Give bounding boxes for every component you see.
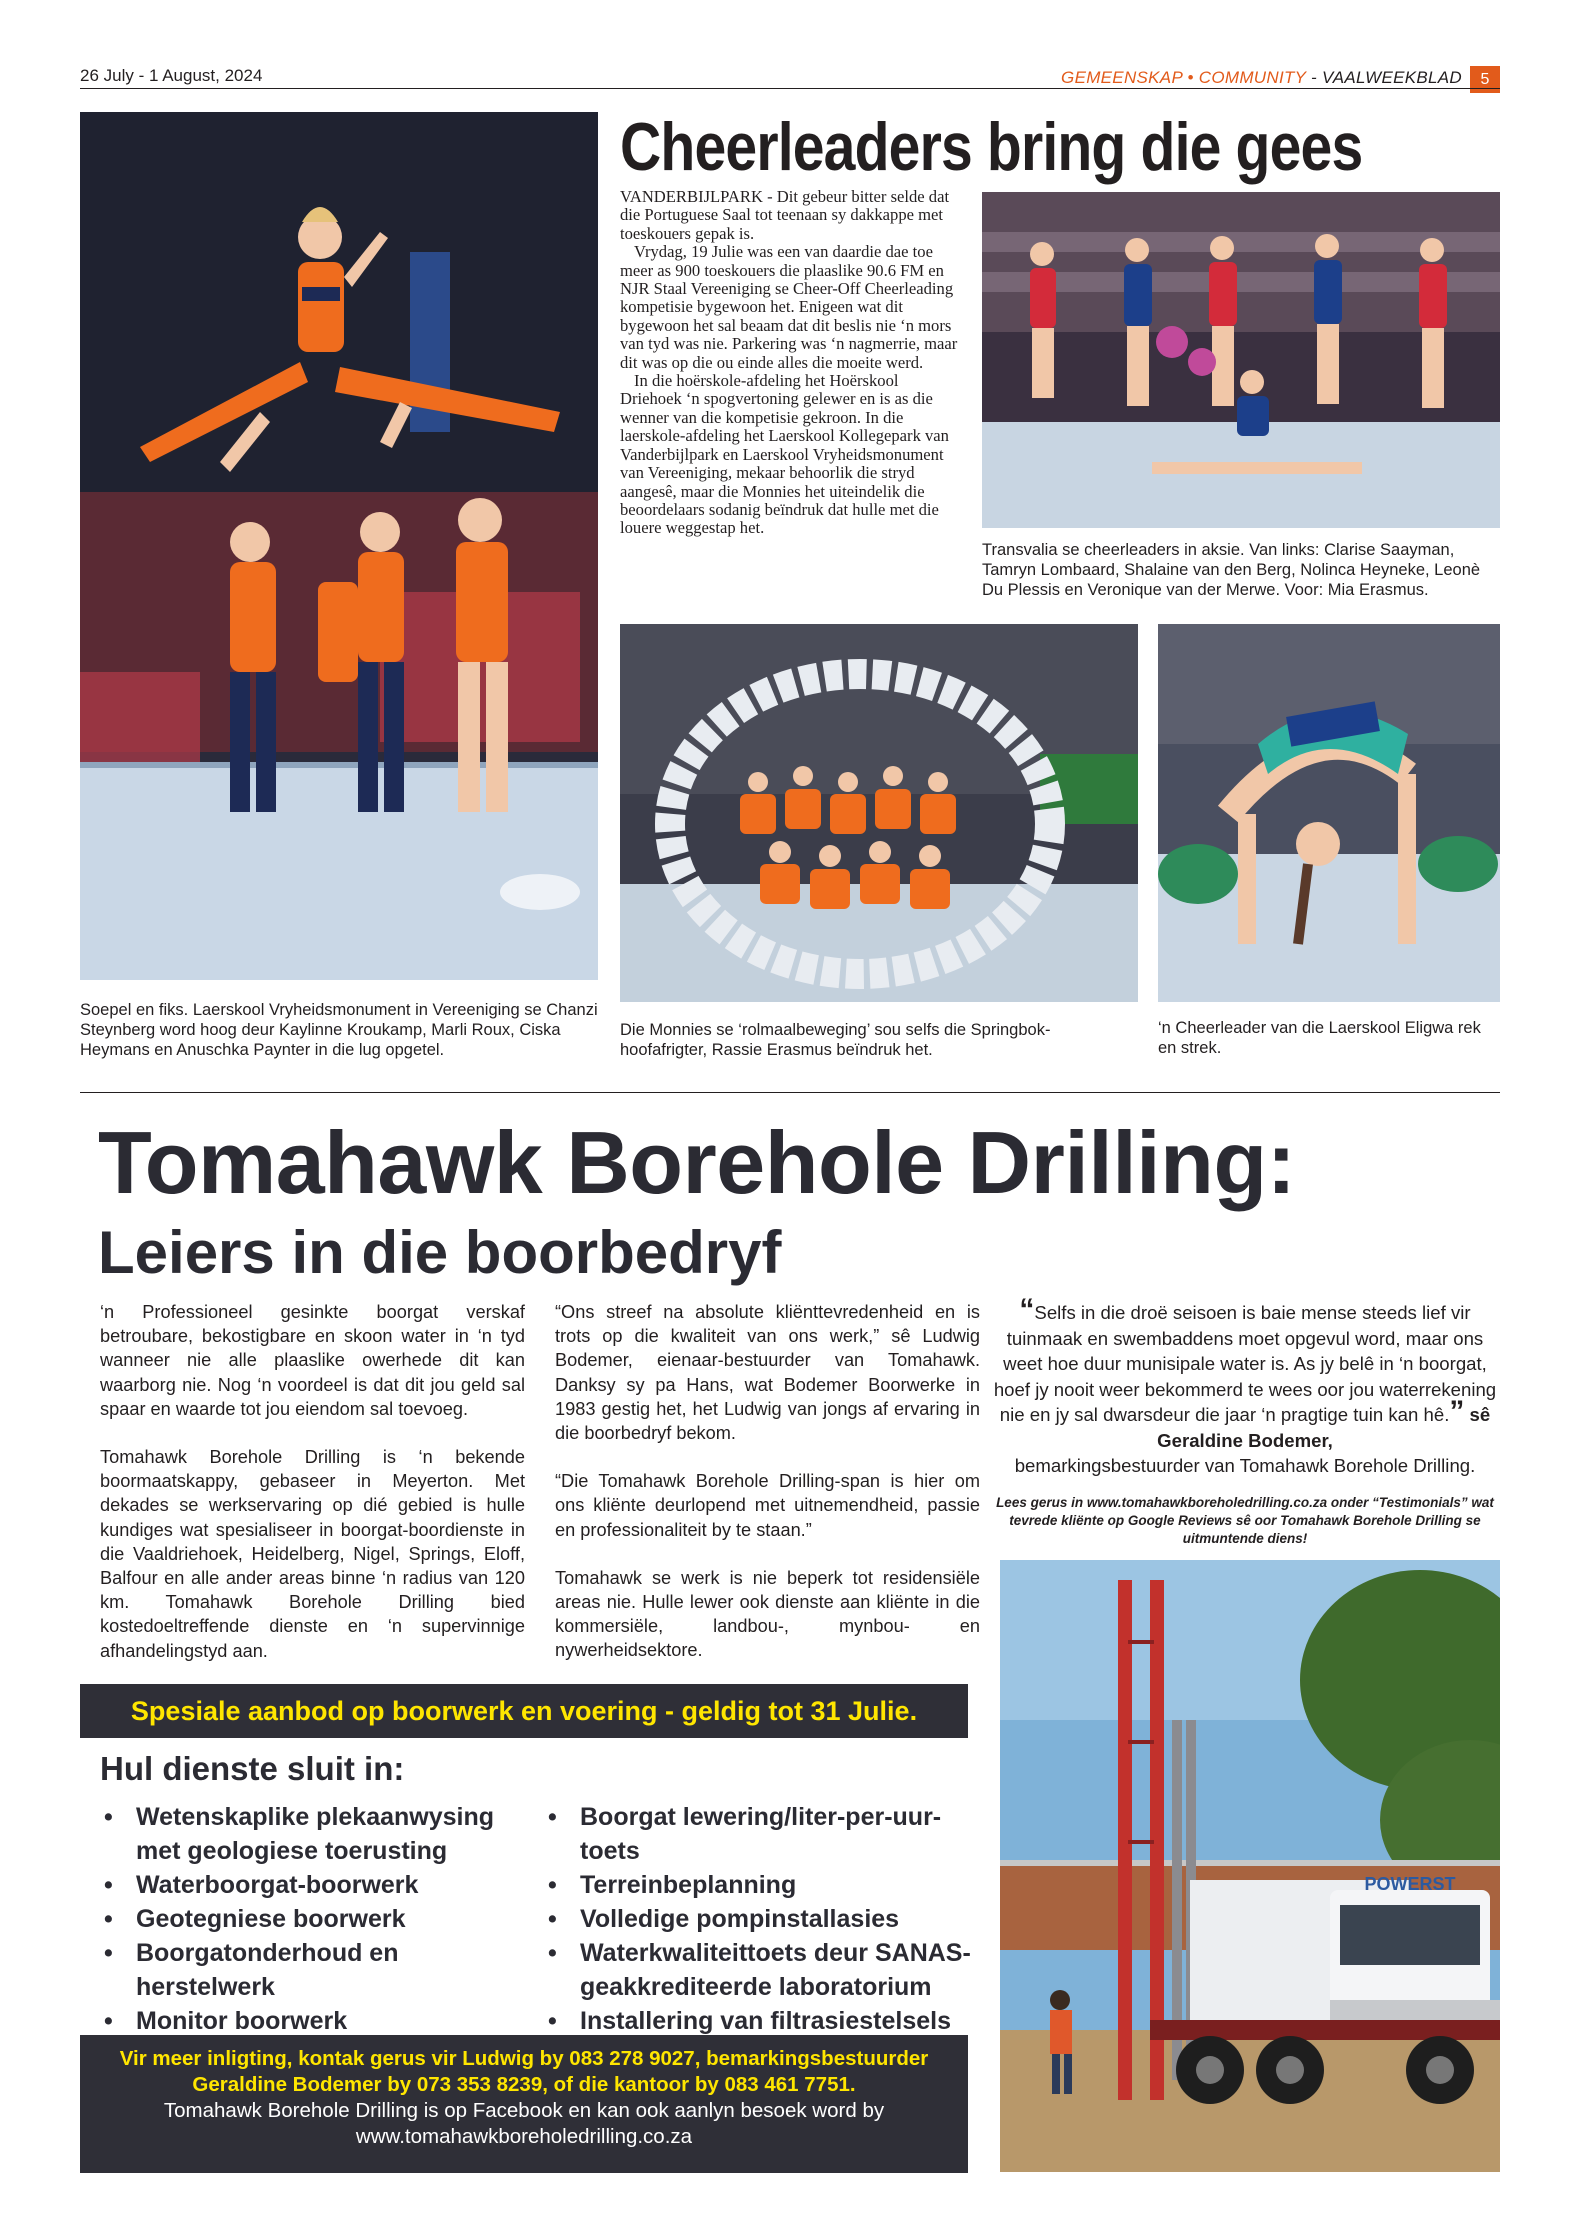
service-item: • Waterkwaliteittoets deur SANAS-geakkrediteerde laboratorium xyxy=(544,1936,988,2004)
testimonial-quote xyxy=(990,1293,1500,1479)
article-body xyxy=(620,188,962,538)
page-number: 5 xyxy=(1470,66,1500,93)
photo-eligwa xyxy=(1158,624,1500,1002)
quote-role: bemarkingsbestuurder van Tomahawk Borehole Drilling. xyxy=(1014,1455,1476,1476)
service-item: • Waterboorgat-boorwerk xyxy=(100,1868,520,1902)
service-item: • Volledige pompinstallasies xyxy=(544,1902,988,1936)
contact-panel xyxy=(80,2035,968,2173)
article-headline: Cheerleaders bring die gees xyxy=(620,109,1363,185)
issue-date: 26 July - 1 August, 2024 xyxy=(80,66,263,85)
ad-subtitle: Leiers in die boorbedryf xyxy=(98,1219,782,1286)
article-paragraph: Vrydag, 19 Julie was een van daardie dae toe meer as 900 toeskouers die plaaslike 90.6 FM en NJR Staal Vereeniging se Cheer-Off Cheerleading kompetisie bygewoon het. Enigeen wat dit bygewoon het sal beaam dat dit beslis nie ‘n mors van tyd was nie. Parkering was ‘n nagmerrie, maar dit was op die ou einde alles die moeite werd. xyxy=(620,242,958,372)
service-item: • Boorgatonderhoud en herstelwerk xyxy=(100,1936,520,2004)
section-divider xyxy=(80,1092,1500,1093)
ad-column-2 xyxy=(555,1300,980,1687)
service-item: • Geotegniese boorwerk xyxy=(100,1902,520,1936)
close-quote-icon: ” xyxy=(1449,1395,1465,1428)
header-rule xyxy=(80,88,1500,89)
service-item: • Wetenskaplike plekaanwysing met geologiese toerusting xyxy=(100,1800,520,1868)
caption-monnies: Die Monnies se ‘rolmaalbeweging’ sou selfs die Springbok-hoofafrigter, Rassie Erasmus beïndruk het. xyxy=(620,1021,1051,1059)
article-paragraph: In die hoërskole-afdeling het Hoërskool Driehoek ‘n spogvertoning gelewer en is as die wenner van die kompetisie gekroon. In die laerskole-afdeling het Laerskool Kollegepark van Vanderbijlpark en Laerskool Vryheidsmonument van Vereeniging, mekaar behoorlik die stryd aangesê, maar die Monnies het uiteindelik die beoordelaars sodanig beïndruk dat hulle met die louere weggestap het. xyxy=(620,371,949,538)
article-paragraph: VANDERBIJLPARK - Dit gebeur bitter selde dat die Portuguese Saal tot teenaan sy dakkappe met toeskouers gepak is. xyxy=(620,187,950,243)
services-list-left xyxy=(100,1800,520,2038)
section-a: GEMEENSKAP xyxy=(1061,68,1183,87)
services-list-right xyxy=(544,1800,988,2038)
ad-title: Tomahawk Borehole Drilling: xyxy=(98,1113,1296,1212)
photo-pyramid xyxy=(80,112,598,980)
quote-attribution: sê Geraldine Bodemer, xyxy=(1157,1404,1491,1451)
contact-details: Vir meer inligting, kontak gerus vir Ludwig by 083 278 9027, bemarkingsbestuurder Geraldine Bodemer by 073 353 8239, of die kantoor by 083 461 7751. xyxy=(119,2047,929,2096)
ad-paragraph: Tomahawk Borehole Drilling is ‘n bekende boormaatskappy, gebaseer in Meyerton. Met dekades se werkservaring op dié gebied is hulle kundiges wat spesialiseer in boorgat-boordienste in die Vaaldriehoek, Heidelberg, Nigel, Springs, Eloff, Balfour en alle ander areas binne ‘n radius van 120 km. Tomahawk Borehole Drilling bied kostedoeltreffende dienste en ‘n supervinnige afhandelingstyd aan. xyxy=(100,1447,525,1661)
ad-paragraph: “Ons streef na absolute kliënttevredenheid en is trots op die kwaliteit van ons werk,” sê Ludwig Bodemer, eienaar-bestuurder van Tomahawk. Danksy sy pa Hans, wat Bodemer Boorwerke in 1983 gestig het, het Ludwig van jongs af ervaring in die boorbedryf bekom. xyxy=(555,1302,980,1444)
photo-monnies xyxy=(620,624,1138,1002)
section-label: GEMEENSKAP • COMMUNITY - VAALWEEKBLAD xyxy=(1061,68,1462,87)
truck-lettering: POWERST xyxy=(1364,1874,1456,1894)
service-item: • Monitor boorwerk xyxy=(100,2004,520,2038)
photo-drilling-rig xyxy=(1000,1560,1500,2172)
contact-web: Tomahawk Borehole Drilling is op Facebook en kan ook aanlyn besoek word by www.tomahawkboreholedrilling.co.za xyxy=(163,2099,885,2148)
ad-paragraph: ‘n Professioneel gesinkte boorgat verskaf betroubare, bekostigbare en skoon water in ‘n tyd wanneer nie alle plaaslike owerhede dit kan waarborg nie. Nog ‘n voordeel is dat dit jou geld sal spaar en waarde tot jou eiendom sal toevoeg. xyxy=(100,1302,525,1419)
quote-text: Selfs in die droë seisoen is baie mense steeds lief vir tuinmaak en swembaddens moet opgevul word, maar ons weet hoe duur munisipale water is. As jy belê in ‘n boorgat, hoef jy nooit weer bekommerd te wees oor jou waterrekening nie en jy sal dwarsdeur die jaar ‘n pragtige tuin kan hê. xyxy=(993,1302,1497,1425)
caption-eligwa: ‘n Cheerleader van die Laerskool Eligwa rek en strek. xyxy=(1158,1019,1481,1057)
service-item: • Installering van filtrasiestelsels xyxy=(544,2004,988,2038)
caption-main: Soepel en fiks. Laerskool Vryheidsmonument in Vereeniging se Chanzi Steynberg word hoog deur Kaylinne Kroukamp, Marli Roux, Ciska Heymans en Anuschka Paynter in die lug opgetel. xyxy=(80,1001,598,1059)
ad-paragraph: Tomahawk se werk is nie beperk tot residensiële areas nie. Hulle lewer ook dienste aan kliënte in die kommersiële, landbou-, mynbou- en nywerheidsektore. xyxy=(555,1567,980,1661)
service-item: • Boorgat lewering/liter-per-uur-toets xyxy=(544,1800,988,1868)
paper-name: VAALWEEKBLAD xyxy=(1322,68,1462,87)
services-heading: Hul dienste sluit in: xyxy=(100,1750,405,1787)
open-quote-icon: “ xyxy=(1019,1293,1035,1326)
section-b: COMMUNITY xyxy=(1198,68,1306,87)
ad-column-1 xyxy=(100,1300,525,1687)
ad-paragraph: “Die Tomahawk Borehole Drilling-span is hier om ons kliënte deurlopend met uitnemendheid, passie en professionaliteit by te staan.” xyxy=(555,1471,980,1540)
caption-transvalia: Transvalia se cheerleaders in aksie. Van links: Clarise Saayman, Tamryn Lombaard, Shalaine van den Berg, Nolinca Heyneke, Leonè Du Plessis en Veronique van der Merwe. Voor: Mia Erasmus. xyxy=(982,541,1481,599)
service-item: • Terreinbeplanning xyxy=(544,1868,988,1902)
photo-transvalia xyxy=(982,192,1500,528)
special-offer-banner: Spesiale aanbod op boorwerk en voering - geldig tot 31 Julie. xyxy=(80,1684,968,1738)
reviews-note: Lees gerus in www.tomahawkboreholedrilling.co.za onder “Testimonials” wat tevrede kliënte op Google Reviews sê oor Tomahawk Borehole Drilling se uitmuntende diens! xyxy=(996,1495,1494,1546)
